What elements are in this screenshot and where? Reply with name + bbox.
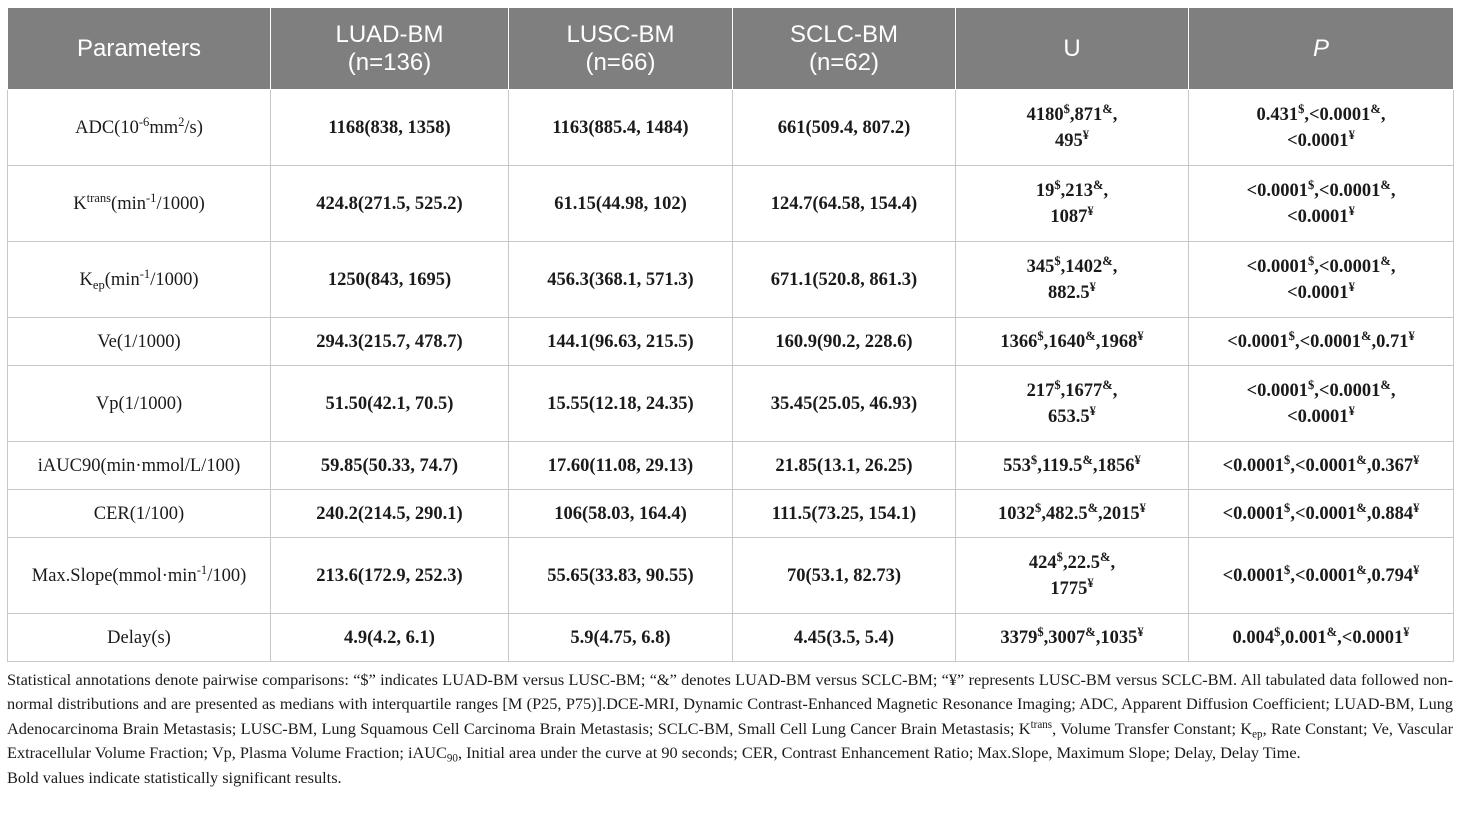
sclc-bm-value-cell: 70(53.1, 82.73) (733, 538, 956, 614)
text-run: <0.0001 (1246, 380, 1308, 401)
sup-text: $ (1288, 328, 1295, 343)
text-run: <0.0001 (1287, 282, 1349, 303)
sup-text: ¥ (1137, 624, 1144, 639)
text-run: <0.0001 (1246, 180, 1308, 201)
p-line (1195, 280, 1447, 306)
lusc-bm-value-cell: 1163(885.4, 1484) (509, 90, 733, 166)
p-statistic-cell (1189, 166, 1454, 242)
luad-bm-value-cell: 294.3(215.7, 478.7) (271, 318, 509, 366)
u-statistic-cell (956, 90, 1189, 166)
parameter-cell (8, 614, 271, 662)
text-run: , (1112, 256, 1118, 277)
sup-text: -1 (196, 562, 208, 577)
text-run: ,<0.0001 (1314, 380, 1381, 401)
sup-text: $ (1054, 377, 1061, 392)
sup-text: $ (1284, 452, 1291, 467)
header-u: U (956, 8, 1189, 90)
sup-text: ¥ (1413, 562, 1420, 577)
p-line (1195, 102, 1447, 128)
text-run: , (1103, 180, 1109, 201)
p-statistic-cell (1189, 318, 1454, 366)
sup-text: ¥ (1348, 403, 1355, 418)
p-statistic-cell (1189, 538, 1454, 614)
sup-text: $ (1307, 377, 1315, 392)
text-run: Vp(1/1000) (95, 393, 183, 414)
sup-text: & (1360, 328, 1372, 343)
sup-text: ¥ (1089, 279, 1096, 294)
table-row (8, 90, 1454, 166)
table-row (8, 614, 1454, 662)
text-run: 882.5 (1048, 282, 1090, 303)
p-line (1195, 453, 1447, 479)
sup-text: & (1085, 328, 1096, 343)
parameter-cell (8, 318, 271, 366)
sup-text: ¥ (1408, 328, 1415, 343)
table-row (8, 166, 1454, 242)
sup-text: $ (1307, 253, 1315, 268)
parameter-cell (8, 242, 271, 318)
u-statistic-cell (956, 366, 1189, 442)
sub-text: ep (1252, 728, 1263, 741)
lusc-bm-value-cell: 55.65(33.83, 90.55) (509, 538, 733, 614)
text-run: 495 (1054, 130, 1083, 151)
sclc-bm-value-cell: 35.45(25.05, 46.93) (733, 366, 956, 442)
text-run: 345 (1026, 256, 1055, 277)
text-run: <0.0001 (1287, 130, 1349, 151)
u-statistic-cell (956, 318, 1189, 366)
sup-text: & (1093, 177, 1104, 192)
text-run: 1775 (1050, 578, 1088, 599)
sup-text: ¥ (1403, 624, 1410, 639)
luad-bm-value-cell: 51.50(42.1, 70.5) (271, 366, 509, 442)
sup-text: $ (1063, 101, 1070, 116)
sup-text: & (1356, 500, 1367, 515)
u-line (962, 178, 1182, 204)
text-run: ,<0.0001 (1290, 565, 1357, 586)
sup-text: $ (1307, 177, 1315, 192)
sup-text: & (1380, 177, 1391, 192)
text-run: (min (104, 269, 140, 290)
p-line (1195, 254, 1447, 280)
text-run: 424 (1028, 552, 1057, 573)
p-line (1195, 178, 1447, 204)
sub-text: 90 (446, 752, 458, 765)
sup-text: & (1380, 377, 1391, 392)
u-line (962, 254, 1182, 280)
text-run: /s) (184, 117, 203, 138)
header-p: P (1189, 8, 1454, 90)
text-run: <0.0001 (1287, 406, 1349, 427)
sup-text: ¥ (1089, 403, 1096, 418)
text-run: ,2015 (1098, 503, 1140, 524)
text-run: ,0.884 (1366, 503, 1414, 524)
text-run: K (79, 269, 93, 290)
header-sclc-bm: SCLC-BM (n=62) (733, 8, 956, 90)
table-row (8, 318, 1454, 366)
text-run: , (1380, 104, 1386, 125)
parameter-cell (8, 442, 271, 490)
lusc-bm-value-cell: 106(58.03, 164.4) (509, 490, 733, 538)
p-line (1195, 501, 1447, 527)
text-run: 19 (1035, 180, 1055, 201)
table-row (8, 242, 1454, 318)
text-run: ,1640 (1043, 331, 1086, 352)
text-run: 3379 (1000, 627, 1038, 648)
u-line (962, 128, 1182, 154)
text-run: ,<0.0001 (1314, 180, 1381, 201)
text-run: <0.0001 (1222, 565, 1285, 586)
p-statistic-cell (1189, 442, 1454, 490)
sup-text: $ (1037, 624, 1044, 639)
p-line (1195, 625, 1447, 651)
text-run: ,3007 (1043, 627, 1086, 648)
sup-text: $ (1054, 177, 1061, 192)
sup-text: $ (1274, 624, 1281, 639)
text-run: , Volume Transfer Constant; K (1052, 718, 1253, 738)
u-statistic-cell (956, 242, 1189, 318)
parameter-cell (8, 90, 271, 166)
text-run: iAUC90(min·mmol/L/100) (37, 455, 241, 476)
text-run: (min (111, 193, 146, 214)
text-run: 553 (1003, 455, 1031, 476)
sclc-bm-value-cell: 661(509.4, 807.2) (733, 90, 956, 166)
text-run: 1032 (998, 503, 1036, 524)
text-run: <0.0001 (1246, 256, 1308, 277)
text-run: ,22.5 (1062, 552, 1100, 573)
text-run: <0.0001 (1222, 503, 1285, 524)
p-line (1195, 378, 1447, 404)
sup-text: & (1102, 101, 1113, 116)
bold-values-note: Bold values indicate statistically significant results. (7, 767, 342, 787)
text-run: /1000) (150, 269, 199, 290)
sup-text: $ (1037, 328, 1044, 343)
sup-text: $ (1298, 101, 1305, 116)
header-luad-bm: LUAD-BM (n=136) (271, 8, 509, 90)
sup-text: -1 (145, 190, 157, 205)
sclc-bm-value-cell: 124.7(64.58, 154.4) (733, 166, 956, 242)
sup-text: $ (1035, 500, 1042, 515)
text-run: ,<0.0001 (1337, 627, 1404, 648)
text-run: <0.0001 (1287, 206, 1349, 227)
parameter-cell (8, 166, 271, 242)
p-statistic-cell (1189, 614, 1454, 662)
sub-text: ep (92, 277, 105, 292)
u-line (962, 625, 1182, 651)
sup-text: 2 (178, 114, 185, 129)
text-run: ,1402 (1060, 256, 1103, 277)
header-lusc-bm: LUSC-BM (n=66) (509, 8, 733, 90)
sup-text: ¥ (1137, 328, 1144, 343)
luad-bm-value-cell: 59.85(50.33, 74.7) (271, 442, 509, 490)
u-line (962, 102, 1182, 128)
u-line (962, 453, 1182, 479)
text-run: , (1390, 180, 1396, 201)
text-run: ,<0.0001 (1294, 331, 1361, 352)
p-statistic-cell (1189, 242, 1454, 318)
text-run: ,119.5 (1037, 455, 1083, 476)
sup-text: $ (1056, 549, 1063, 564)
text-run: ,482.5 (1041, 503, 1088, 524)
text-run: mm (149, 117, 179, 138)
luad-bm-value-cell: 213.6(172.9, 252.3) (271, 538, 509, 614)
results-table (7, 7, 1454, 662)
p-line (1195, 563, 1447, 589)
text-run: <0.0001 (1222, 455, 1285, 476)
luad-bm-value-cell: 4.9(4.2, 6.1) (271, 614, 509, 662)
sup-text: ¥ (1413, 500, 1420, 515)
table-row (8, 538, 1454, 614)
text-run: ,0.001 (1280, 627, 1327, 648)
text-run: 0.004 (1232, 627, 1275, 648)
table-header-row (8, 8, 1454, 90)
sup-text: -1 (139, 266, 151, 281)
p-line (1195, 128, 1447, 154)
text-run: , (1390, 380, 1396, 401)
u-line (962, 576, 1182, 602)
text-run: 4180 (1026, 104, 1064, 125)
lusc-bm-value-cell: 17.60(11.08, 29.13) (509, 442, 733, 490)
text-run: ,1968 (1095, 331, 1138, 352)
text-run: 1366 (1000, 331, 1038, 352)
sup-text: & (1326, 624, 1338, 639)
text-run: ,<0.0001 (1290, 455, 1357, 476)
sup-text: -6 (138, 114, 150, 129)
text-run: ,<0.0001 (1304, 104, 1371, 125)
u-statistic-cell (956, 166, 1189, 242)
table-row (8, 490, 1454, 538)
text-run: ,1035 (1095, 627, 1138, 648)
sup-text: ¥ (1139, 500, 1146, 515)
sup-text: & (1102, 377, 1113, 392)
table-footnote (7, 668, 1453, 790)
u-line (962, 329, 1182, 355)
p-statistic-cell (1189, 366, 1454, 442)
sup-text: & (1087, 500, 1099, 515)
text-run: Statistical annotations denote pairwise comparisons: “$” indicates LUAD-BM versus LUSC-BM; “&” denotes LUAD-BM versus SCLC-BM; “¥” represents LUSC-BM versus SCLC-BM. All tabulated data followed non-normal distributions and are presented as medians with interquartile ranges [M (P25, P75)].DCE-MRI, Dynamic Contrast-Enhanced Magnetic Resonance Imaging; ADC, Apparent Diffusion Coefficient; LUAD-BM, Lung Adenocarcinoma Brain Metastasis; LUSC-BM, Lung Squamous Cell Carcinoma Brain Metastasis; SCLC-BM, Small Cell Lung Cancer Brain Metastasis; K (7, 670, 1453, 738)
sup-text: ¥ (1348, 279, 1355, 294)
parameter-cell (8, 366, 271, 442)
text-run: /100) (207, 565, 247, 586)
sup-text: & (1099, 549, 1111, 564)
sup-text: & (1370, 101, 1381, 116)
lusc-bm-value-cell: 144.1(96.63, 215.5) (509, 318, 733, 366)
sup-text: trans (86, 190, 112, 205)
parameter-cell (8, 490, 271, 538)
lusc-bm-value-cell: 15.55(12.18, 24.35) (509, 366, 733, 442)
text-run: , (1112, 380, 1118, 401)
text-run: , Initial area under the curve at 90 seconds; CER, Contrast Enhancement Ratio; Max.Slope, Maximum Slope; Delay, Delay Time. (457, 743, 1301, 763)
lusc-bm-value-cell: 5.9(4.75, 6.8) (509, 614, 733, 662)
sup-text: $ (1054, 253, 1061, 268)
p-statistic-cell (1189, 90, 1454, 166)
u-statistic-cell (956, 538, 1189, 614)
text-run: , (1112, 104, 1118, 125)
text-run: CER(1/100) (93, 503, 185, 524)
text-run: 217 (1026, 380, 1055, 401)
p-line (1195, 329, 1447, 355)
text-run: 653.5 (1048, 406, 1090, 427)
text-run: 1087 (1050, 206, 1088, 227)
text-run: , (1390, 256, 1396, 277)
sup-text: & (1085, 624, 1096, 639)
p-statistic-cell (1189, 490, 1454, 538)
sup-text: ¥ (1413, 452, 1420, 467)
sup-text: & (1380, 253, 1391, 268)
sup-text: $ (1030, 452, 1038, 467)
u-line (962, 204, 1182, 230)
luad-bm-value-cell: 240.2(214.5, 290.1) (271, 490, 509, 538)
sup-text: ¥ (1134, 452, 1141, 467)
text-run: ,<0.0001 (1314, 256, 1381, 277)
sclc-bm-value-cell: 671.1(520.8, 861.3) (733, 242, 956, 318)
luad-bm-value-cell: 1250(843, 1695) (271, 242, 509, 318)
lusc-bm-value-cell: 456.3(368.1, 571.3) (509, 242, 733, 318)
sup-text: ¥ (1348, 203, 1355, 218)
text-run: ,0.367 (1366, 455, 1414, 476)
text-run: , (1110, 552, 1116, 573)
sup-text: $ (1284, 562, 1291, 577)
text-run: , Rate Constant; Ve, Vascular Extracellular Volume Fraction; Vp, Plasma Volume Fraction; iAUC (7, 718, 1453, 763)
u-statistic-cell (956, 442, 1189, 490)
text-run: ,213 (1060, 180, 1094, 201)
u-statistic-cell (956, 614, 1189, 662)
sup-text: ¥ (1087, 575, 1094, 590)
text-run: 0.431 (1256, 104, 1299, 125)
luad-bm-value-cell: 1168(838, 1358) (271, 90, 509, 166)
sclc-bm-value-cell: 160.9(90.2, 228.6) (733, 318, 956, 366)
text-run: Max.Slope(mmol·min (31, 565, 197, 586)
text-run: ,0.794 (1366, 565, 1414, 586)
text-run: K (73, 193, 87, 214)
footnote-text (7, 668, 1453, 766)
p-line (1195, 404, 1447, 430)
sup-text: & (1102, 253, 1113, 268)
u-statistic-cell (956, 490, 1189, 538)
sup-text: trans (1030, 718, 1053, 731)
sup-text: & (1356, 452, 1367, 467)
u-line (962, 550, 1182, 576)
sclc-bm-value-cell: 21.85(13.1, 26.25) (733, 442, 956, 490)
u-line (962, 378, 1182, 404)
sup-text: & (1356, 562, 1367, 577)
text-run: ,1677 (1060, 380, 1103, 401)
text-run: ,0.71 (1371, 331, 1409, 352)
sclc-bm-value-cell: 111.5(73.25, 154.1) (733, 490, 956, 538)
luad-bm-value-cell: 424.8(271.5, 525.2) (271, 166, 509, 242)
sup-text: $ (1284, 500, 1291, 515)
text-run: ,<0.0001 (1290, 503, 1357, 524)
sup-text: ¥ (1348, 127, 1355, 142)
sup-text: & (1082, 452, 1093, 467)
text-run: ADC(10 (75, 117, 139, 138)
u-line (962, 280, 1182, 306)
text-run: ,1856 (1092, 455, 1135, 476)
text-run: ,871 (1069, 104, 1103, 125)
text-run: <0.0001 (1227, 331, 1289, 352)
u-line (962, 404, 1182, 430)
parameter-cell (8, 538, 271, 614)
sup-text: ¥ (1087, 203, 1094, 218)
text-run: Ve(1/1000) (97, 331, 181, 352)
text-run: Delay(s) (107, 627, 171, 648)
sclc-bm-value-cell: 4.45(3.5, 5.4) (733, 614, 956, 662)
text-run: /1000) (156, 193, 205, 214)
sup-text: ¥ (1082, 127, 1090, 142)
u-line (962, 501, 1182, 527)
lusc-bm-value-cell: 61.15(44.98, 102) (509, 166, 733, 242)
p-line (1195, 204, 1447, 230)
table-row (8, 442, 1454, 490)
table-row (8, 366, 1454, 442)
header-parameters: Parameters (8, 8, 271, 90)
